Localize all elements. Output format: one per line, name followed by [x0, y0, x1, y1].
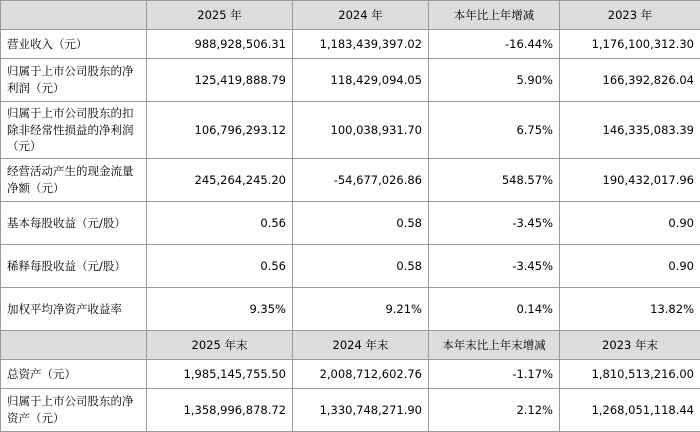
row-label: 加权平均净资产收益率 [1, 288, 147, 331]
header-cell-blank [1, 331, 147, 360]
row-value: 0.90 [560, 202, 700, 245]
row-value: 190,432,017.96 [560, 159, 700, 202]
row-value: 0.56 [147, 202, 293, 245]
table-row [1, 102, 700, 159]
row-value: 9.21% [293, 288, 429, 331]
row-label: 总资产（元） [1, 360, 147, 389]
row-value: -16.44% [429, 30, 560, 59]
header-cell-2024: 2024 年 [293, 1, 429, 30]
table-row [1, 30, 700, 59]
table-header-row-yearend [1, 331, 700, 360]
row-value: 0.56 [147, 245, 293, 288]
row-value: 245,264,245.20 [147, 159, 293, 202]
row-value: 2,008,712,602.76 [293, 360, 429, 389]
header-cell-yearend-change: 本年末比上年末增减 [429, 331, 560, 360]
table-row [1, 159, 700, 202]
table-body [1, 1, 700, 432]
row-value: 1,358,996,878.72 [147, 389, 293, 432]
row-value: 9.35% [147, 288, 293, 331]
header-cell-blank [1, 1, 147, 30]
table-row [1, 245, 700, 288]
table-row [1, 360, 700, 389]
row-value: 118,429,094.05 [293, 59, 429, 102]
header-cell-2025-yearend: 2025 年末 [147, 331, 293, 360]
row-value: 13.82% [560, 288, 700, 331]
row-value: 1,176,100,312.30 [560, 30, 700, 59]
row-value: 1,810,513,216.00 [560, 360, 700, 389]
row-value: 6.75% [429, 102, 560, 159]
row-value: -3.45% [429, 202, 560, 245]
row-value: 1,330,748,271.90 [293, 389, 429, 432]
row-value: -1.17% [429, 360, 560, 389]
row-value: 5.90% [429, 59, 560, 102]
row-value: 548.57% [429, 159, 560, 202]
row-label: 经营活动产生的现金流量净额（元） [1, 159, 147, 202]
row-value: 1,268,051,118.44 [560, 389, 700, 432]
table-header-row-annual [1, 1, 700, 30]
row-value: 1,985,145,755.50 [147, 360, 293, 389]
row-label: 归属于上市公司股东的净资产（元） [1, 389, 147, 432]
row-value: 166,392,826.04 [560, 59, 700, 102]
row-value: 988,928,506.31 [147, 30, 293, 59]
row-value: -54,677,026.86 [293, 159, 429, 202]
table-row [1, 389, 700, 432]
row-value: 2.12% [429, 389, 560, 432]
header-cell-yoy-change: 本年比上年增减 [429, 1, 560, 30]
row-value: -3.45% [429, 245, 560, 288]
row-value: 125,419,888.79 [147, 59, 293, 102]
row-value: 100,038,931.70 [293, 102, 429, 159]
row-value: 0.58 [293, 202, 429, 245]
header-cell-2024-yearend: 2024 年末 [293, 331, 429, 360]
row-value: 106,796,293.12 [147, 102, 293, 159]
row-value: 146,335,083.39 [560, 102, 700, 159]
row-label: 归属于上市公司股东的净利润（元） [1, 59, 147, 102]
header-cell-2023-yearend: 2023 年末 [560, 331, 700, 360]
table-row [1, 202, 700, 245]
row-value: 1,183,439,397.02 [293, 30, 429, 59]
row-label: 稀释每股收益（元/股） [1, 245, 147, 288]
row-label: 基本每股收益（元/股） [1, 202, 147, 245]
header-cell-2023: 2023 年 [560, 1, 700, 30]
row-label: 归属于上市公司股东的扣除非经常性损益的净利润（元） [1, 102, 147, 159]
table-row [1, 59, 700, 102]
table-row [1, 288, 700, 331]
row-value: 0.14% [429, 288, 560, 331]
header-cell-2025: 2025 年 [147, 1, 293, 30]
row-value: 0.90 [560, 245, 700, 288]
row-value: 0.58 [293, 245, 429, 288]
row-label: 营业收入（元） [1, 30, 147, 59]
